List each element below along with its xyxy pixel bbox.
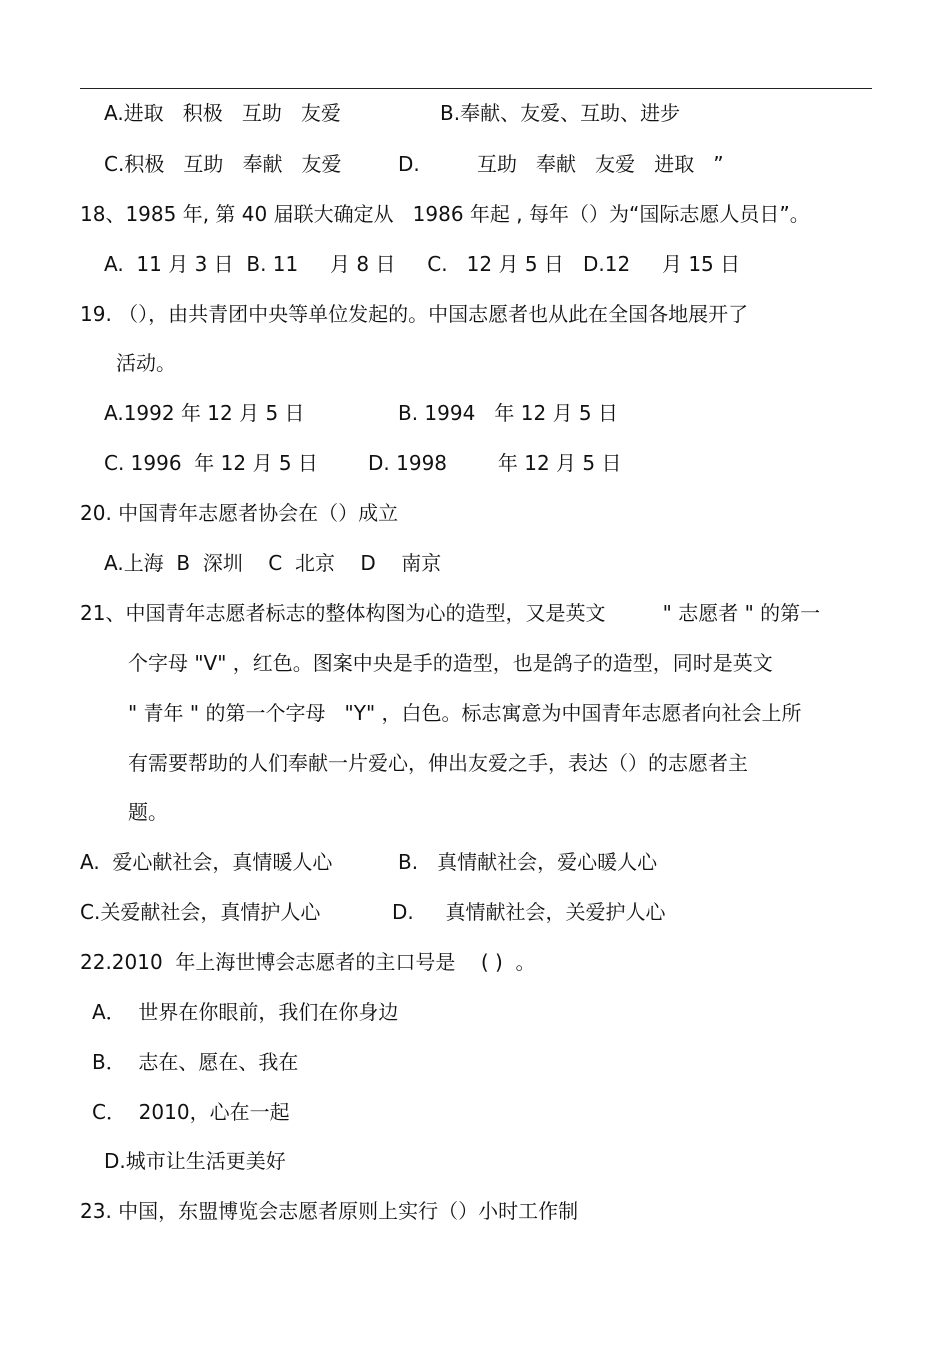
- q22-option-d: D.城市让生活更美好: [104, 1149, 286, 1173]
- q19-option-d: D. 1998 年 12 月 5 日: [368, 451, 622, 475]
- q21-stem-line-5: 题。: [128, 800, 168, 824]
- q21-stem-line-1: 21、中国青年志愿者标志的整体构图为心的造型，又是英文 " 志愿者 " 的第一: [80, 601, 821, 625]
- q22-option-c: C． 2010，心在一起: [92, 1100, 290, 1124]
- q21-stem-line-2: 个字母 "V" ，红色。图案中央是手的造型，也是鸽子的造型，同时是英文: [128, 651, 773, 675]
- q20-stem: 20. 中国青年志愿者协会在（）成立: [80, 501, 399, 525]
- q23-stem: 23. 中国，东盟博览会志愿者原则上实行（）小时工作制: [80, 1199, 579, 1223]
- q20-options: A.上海 B 深圳 C 北京 D 南京: [104, 551, 442, 575]
- q17-option-a: A.进取 积极 互助 友爱: [104, 101, 341, 125]
- q21-option-b: B. 真情献社会，爱心暖人心: [398, 850, 658, 874]
- q21-stem-line-3: " 青年 " 的第一个字母 "Y" ，白色。标志寓意为中国青年志愿者向社会上所: [128, 701, 802, 725]
- q19-option-c: C. 1996 年 12 月 5 日: [104, 451, 318, 475]
- q21-option-c: C.关爱献社会，真情护人心: [80, 900, 321, 924]
- q19-stem-line-2: 活动。: [116, 351, 176, 375]
- header-rule: [80, 88, 872, 89]
- q19-stem-line-1: 19. （），由共青团中央等单位发起的。中国志愿者也从此在全国各地展开了: [80, 302, 749, 326]
- q21-option-d: D. 真情献社会，关爱护人心: [392, 900, 666, 924]
- q17-option-b: B.奉献、友爱、互助、进步: [440, 101, 681, 125]
- q22-option-b: B． 志在、愿在、我在: [92, 1050, 299, 1074]
- q22-option-a: A． 世界在你眼前，我们在你身边: [92, 1000, 399, 1024]
- q18-options: A. 11 月 3 日 B. 11 月 8 日 C. 12 月 5 日 D.12 月 15 日: [104, 252, 741, 276]
- q18-stem: 18、1985 年, 第 40 届联大确定从 1986 年起 , 每年（）为“国际志愿人员日”。: [80, 202, 810, 226]
- q21-option-a: A. 爱心献社会，真情暖人心: [80, 850, 333, 874]
- q19-option-b: B. 1994 年 12 月 5 日: [398, 401, 619, 425]
- q17-option-d: D. 互助 奉献 友爱 进取 ”: [398, 152, 724, 176]
- q22-stem: 22.2010 年上海世博会志愿者的主口号是 ( ) 。: [80, 950, 536, 974]
- q17-option-c: C.积极 互助 奉献 友爱: [104, 152, 342, 176]
- q21-stem-line-4: 有需要帮助的人们奉献一片爱心，伸出友爱之手，表达（）的志愿者主: [128, 751, 748, 775]
- q19-option-a: A.1992 年 12 月 5 日: [104, 401, 305, 425]
